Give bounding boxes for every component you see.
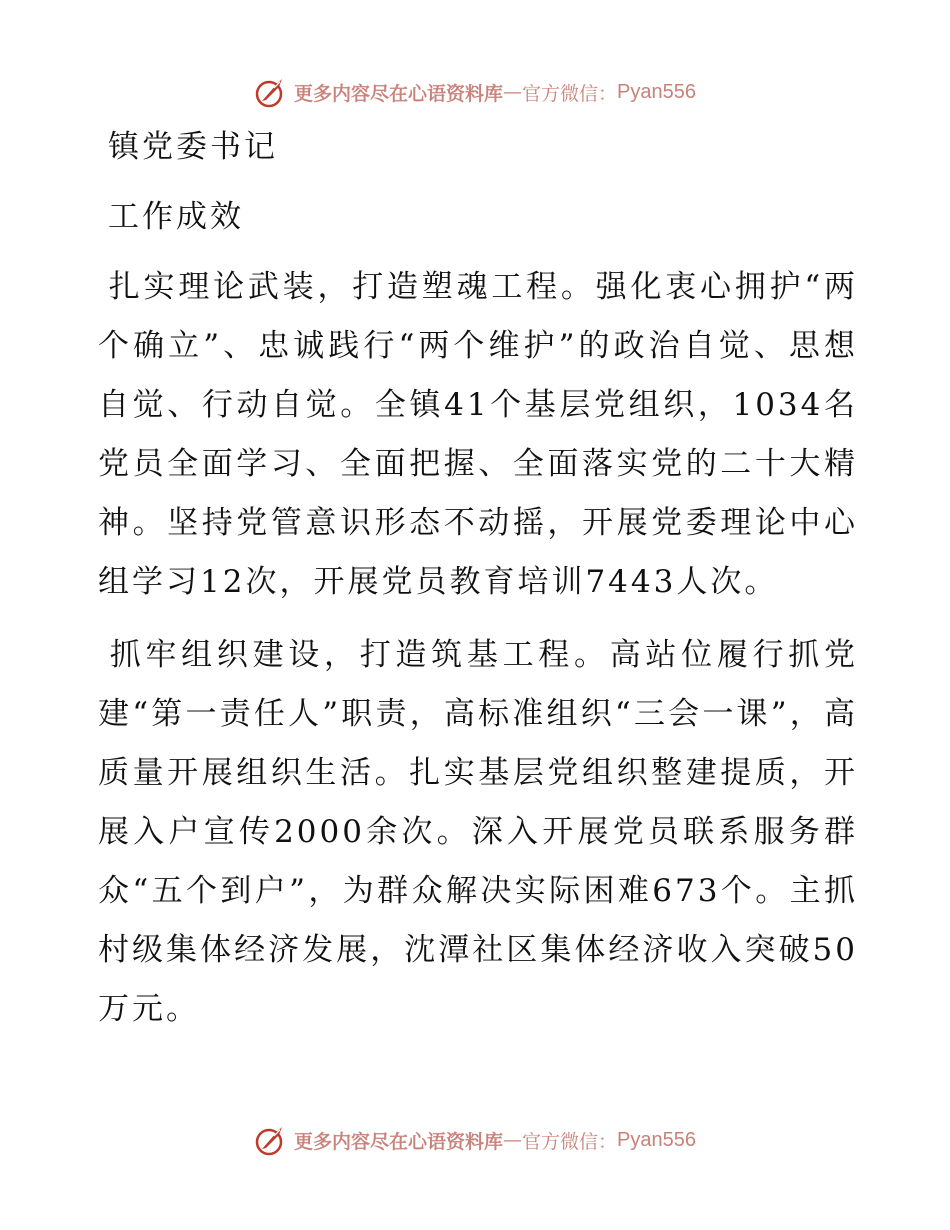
watermark-dash: —	[503, 1129, 523, 1151]
section-heading: 工作成效	[108, 199, 244, 235]
paragraph-text: 扎实理论武装，打造塑魂工程。强化衷心拥护“两个确立”、忠诚践行“两个维护”的政治自觉、思想自觉、行动自觉。全镇41个基层党组织，1034名党员全面学习、全面把握、全面落实党的二十大精神。坚持党管意识形态不动摇，开展党委理论中心组学习12次，开展党员教育培训7443人次。	[98, 269, 858, 600]
footer-watermark	[0, 1120, 950, 1160]
watermark-wechat-id: Pyan556	[617, 1128, 696, 1151]
watermark-wechat-label: 官方微信：	[522, 1130, 618, 1153]
quill-logo-icon	[254, 75, 288, 109]
quill-logo-icon	[254, 1123, 288, 1157]
watermark-wechat-label: 官方微信：	[522, 82, 618, 105]
paragraph	[98, 626, 858, 1039]
document-body	[98, 118, 858, 1053]
paragraph	[98, 258, 858, 612]
watermark-text: 更多内容尽在心语资料库	[294, 1130, 504, 1153]
watermark-text: 更多内容尽在心语资料库	[294, 82, 504, 105]
paragraph-text: 抓牢组织建设，打造筑基工程。高站位履行抓党建“第一责任人”职责，高标准组织“三会一课”，高质量开展组织生活。扎实基层党组织整建提质，开展入户宣传2000余次。深入开展党员联系服务群众“五个到户”，为群众解决实际困难673个。主抓村级集体经济发展，沈潭社区集体经济收入突破50万元。	[98, 637, 858, 1027]
watermark-wechat-id: Pyan556	[617, 80, 696, 103]
document-title: 镇党委书记	[108, 129, 278, 165]
watermark-dash: —	[503, 81, 523, 103]
header-watermark	[0, 72, 950, 112]
